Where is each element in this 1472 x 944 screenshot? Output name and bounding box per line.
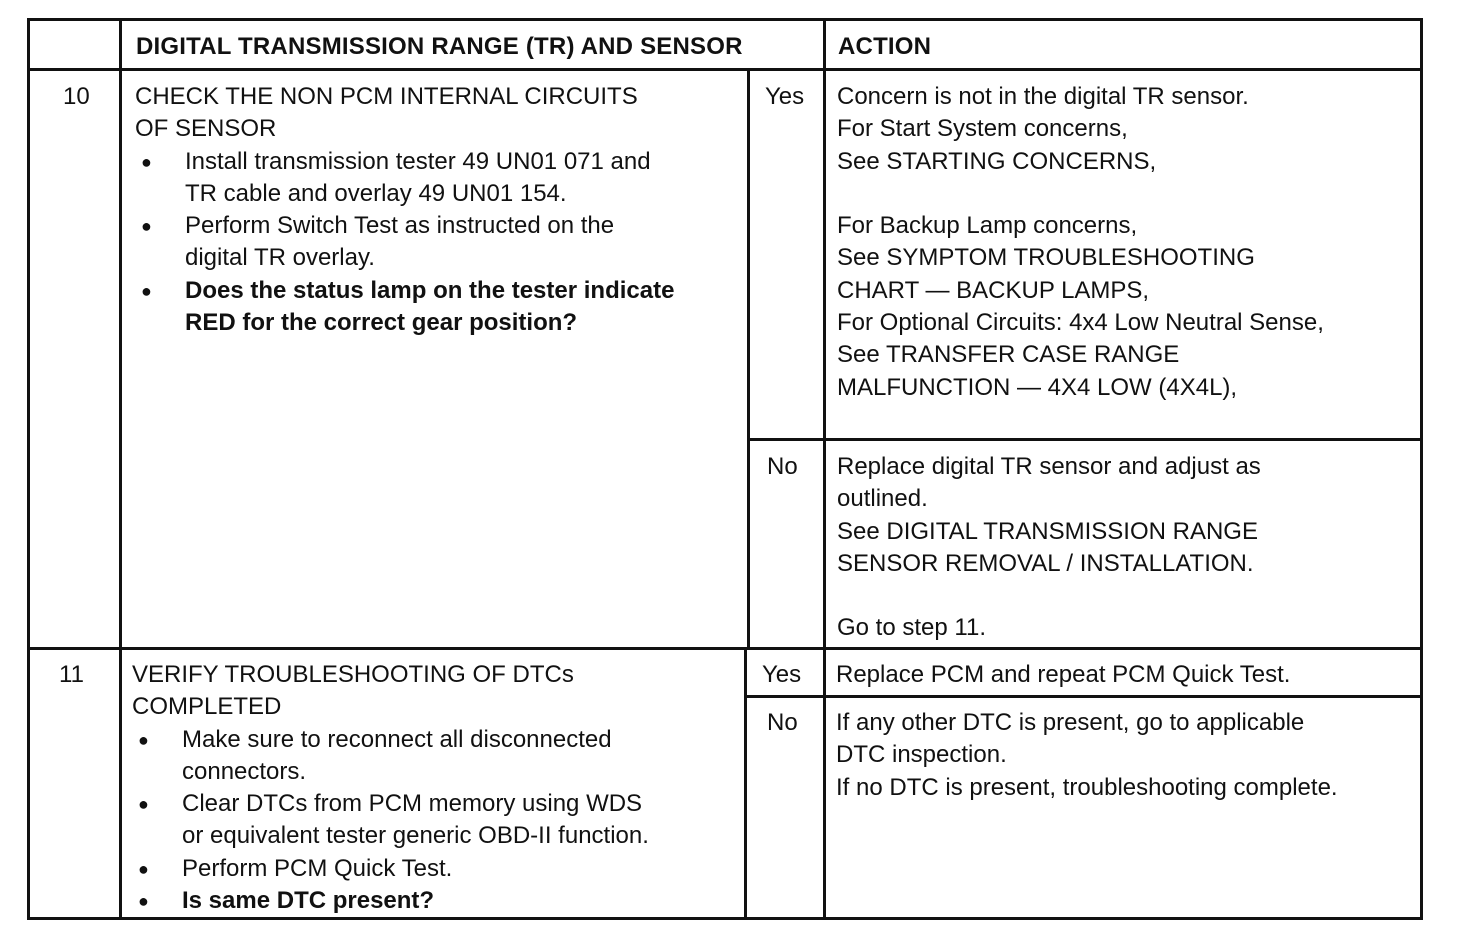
step-divider <box>30 647 1420 650</box>
bullet-line: TR cable and overlay 49 UN01 154. <box>185 179 567 207</box>
step-title-line: CHECK THE NON PCM INTERNAL CIRCUITS <box>135 83 638 110</box>
action-line: If no DTC is present, troubleshooting complete. <box>836 773 1338 801</box>
action-col-divider <box>823 21 826 917</box>
step-11-yes-action <box>836 659 1290 691</box>
bullet-icon: ● <box>141 280 152 301</box>
action-line: MALFUNCTION — 4X4 LOW (4X4L), <box>837 373 1238 401</box>
bullet-line: Perform Switch Test as instructed on the <box>185 212 615 240</box>
bullet-icon: ● <box>138 794 149 815</box>
step-11-bullets <box>132 724 649 918</box>
bullet-line: Install transmission tester 49 UN01 071 and <box>185 147 651 175</box>
step10-yes-no-divider <box>747 438 1420 441</box>
action-line: See SYMPTOM TROUBLESHOOTING <box>837 244 1255 272</box>
bullet-icon: ● <box>141 216 152 237</box>
bullet-item <box>132 853 649 885</box>
bullet-item-question <box>132 885 649 917</box>
step-10-yes-action <box>837 81 1324 404</box>
bullet-icon: ● <box>138 858 149 879</box>
step-title-line: OF SENSOR <box>135 115 277 143</box>
bullet-line: connectors. <box>182 757 307 785</box>
bullet-icon: ● <box>138 729 149 750</box>
yes-label: Yes <box>762 661 802 688</box>
step-11-description <box>132 659 649 917</box>
step-11-no-action <box>836 707 1338 804</box>
action-line: For Start System concerns, <box>837 115 1128 143</box>
action-line: Replace PCM and repeat PCM Quick Test. <box>836 661 1291 688</box>
action-line: See TRANSFER CASE RANGE <box>837 341 1180 369</box>
bullet-line: Is same DTC present? <box>182 887 435 915</box>
action-spacer <box>837 178 1324 210</box>
action-line: CHART — BACKUP LAMPS, <box>837 276 1150 304</box>
step-title-line: VERIFY TROUBLESHOOTING OF DTCs <box>132 661 574 688</box>
action-line: Go to step 11. <box>837 614 986 642</box>
action-line: For Backup Lamp concerns, <box>837 212 1138 240</box>
step-10-bullets <box>135 146 674 340</box>
action-line: See DIGITAL TRANSMISSION RANGE <box>837 517 1258 545</box>
step11-answer-divider <box>744 647 747 917</box>
action-line: If any other DTC is present, go to applicable <box>836 709 1305 736</box>
step-10-description <box>135 81 674 339</box>
number-col-divider <box>119 21 122 917</box>
bullet-line: Perform PCM Quick Test. <box>182 854 453 882</box>
yes-label: Yes <box>765 83 805 110</box>
no-label: No <box>767 453 798 480</box>
step10-answer-divider <box>747 68 750 647</box>
bullet-item <box>132 788 649 853</box>
action-line: outlined. <box>837 485 928 513</box>
bullet-line: digital TR overlay. <box>185 244 375 272</box>
bullet-icon: ● <box>141 151 152 172</box>
bullet-line: Does the status lamp on the tester indicate <box>185 276 675 304</box>
bullet-line: or equivalent tester generic OBD-II function. <box>182 822 649 850</box>
bullet-icon: ● <box>138 891 149 912</box>
step-title-line: COMPLETED <box>132 693 282 721</box>
action-line: Concern is not in the digital TR sensor. <box>837 83 1249 110</box>
no-label: No <box>767 709 798 736</box>
action-line: SENSOR REMOVAL / INSTALLATION. <box>837 549 1254 577</box>
action-line: See STARTING CONCERNS, <box>837 147 1157 175</box>
bullet-item <box>135 146 674 211</box>
step11-yes-no-divider <box>747 695 1420 698</box>
bullet-item <box>132 724 649 789</box>
action-line: For Optional Circuits: 4x4 Low Neutral Sense, <box>837 309 1324 337</box>
header-divider <box>30 68 1420 71</box>
step-number: 10 <box>63 83 90 110</box>
action-line: Replace digital TR sensor and adjust as <box>837 453 1261 480</box>
bullet-line: Clear DTCs from PCM memory using WDS <box>182 790 643 818</box>
action-line: DTC inspection. <box>836 741 1007 769</box>
bullet-item <box>135 210 674 275</box>
step-number: 11 <box>59 661 84 688</box>
diagnostic-table <box>27 18 1423 920</box>
action-spacer <box>837 580 1261 612</box>
header-action-title: ACTION <box>838 33 932 60</box>
bullet-line: Make sure to reconnect all disconnected <box>182 725 612 753</box>
bullet-line: RED for the correct gear position? <box>185 309 578 337</box>
header-diagnostic-title: DIGITAL TRANSMISSION RANGE (TR) AND SENSOR <box>136 33 743 60</box>
bullet-item-question <box>135 275 674 340</box>
step-10-no-action <box>837 451 1261 645</box>
